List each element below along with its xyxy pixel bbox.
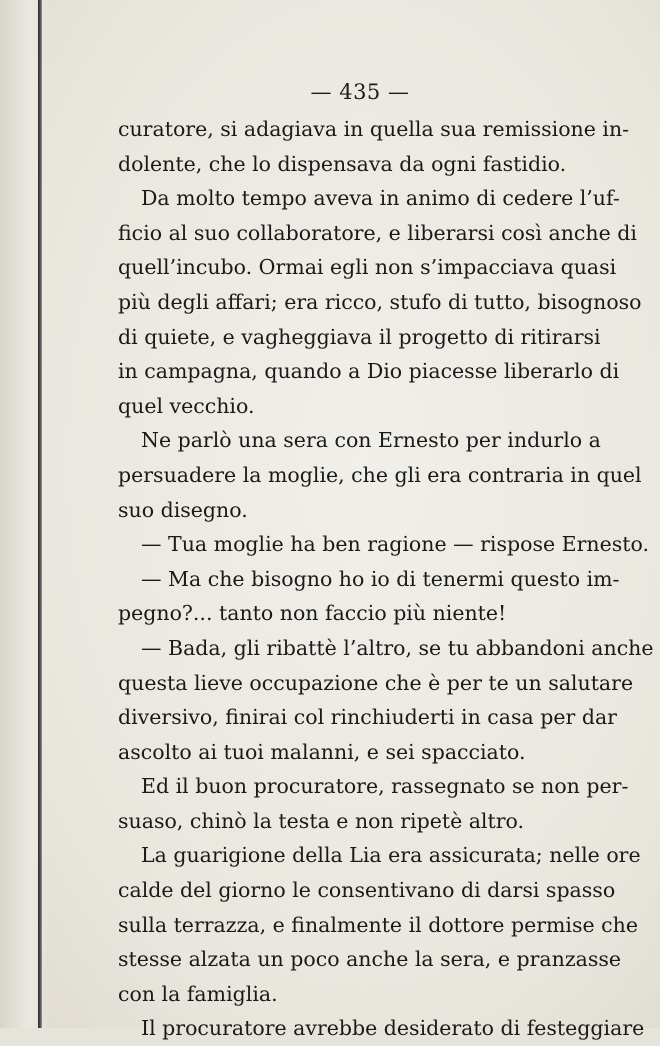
text-line: — Bada, gli ribattè l’altro, se tu abbandoni anche <box>141 635 654 660</box>
text-line: Ed il buon procuratore, rassegnato se non per- <box>141 774 629 799</box>
text-line: quell’incubo. Ormai egli non s’impacciava quasi <box>118 255 617 280</box>
text-line: persuadere la moglie, che gli era contraria in quel <box>118 462 642 487</box>
text-line: — Ma che bisogno ho io di tenermi questo im- <box>141 566 620 591</box>
text-line: suaso, chinò la testa e non ripetè altro. <box>118 808 525 833</box>
text-line: in campagna, quando a Dio piacesse liberarlo di <box>118 359 620 384</box>
text-line: sulla terrazza, e finalmente il dottore permise che <box>118 912 638 937</box>
text-line: più degli affari; era ricco, stufo di tutto, bisognoso <box>118 289 642 314</box>
text-line: suo disegno. <box>118 497 248 522</box>
page-gutter <box>0 0 50 1028</box>
text-line: — Tua moglie ha ben ragione — rispose Ernesto. <box>141 532 649 557</box>
text-line: di quiete, e vagheggiava il progetto di ritirarsi <box>118 324 601 349</box>
text-line: calde del giorno le consentivano di darsi spasso <box>118 878 616 903</box>
text-line: quel vecchio. <box>118 393 255 418</box>
text-line: Il procuratore avrebbe desiderato di festeggiare <box>141 1016 645 1041</box>
body-text <box>118 112 654 1046</box>
text-line: pegno?... tanto non faccio più niente! <box>118 601 507 626</box>
text-line: La guarigione della Lia era assicurata; nelle ore <box>141 843 641 868</box>
text-line: stesse alzata un poco anche la sera, e pranzasse <box>118 947 622 972</box>
text-line: dolente, che lo dispensava da ogni fastidio. <box>118 151 567 176</box>
text-line: Da molto tempo aveva in animo di cedere l’uf- <box>141 186 620 211</box>
page-number: — 435 — <box>310 80 410 104</box>
binding-edge <box>38 0 42 1028</box>
text-line: curatore, si adagiava in quella sua remissione in- <box>118 117 630 141</box>
text-line: questa lieve occupazione che è per te un salutare <box>118 670 634 695</box>
text-line: Ne parlò una sera con Ernesto per indurlo a <box>141 428 601 453</box>
text-line: ascolto ai tuoi malanni, e sei spacciato. <box>118 739 526 764</box>
text-line: ficio al suo collaboratore, e liberarsi così anche di <box>118 220 637 245</box>
text-line: con la famiglia. <box>118 981 278 1006</box>
text-line: diversivo, finirai col rinchiuderti in casa per dar <box>118 705 617 730</box>
